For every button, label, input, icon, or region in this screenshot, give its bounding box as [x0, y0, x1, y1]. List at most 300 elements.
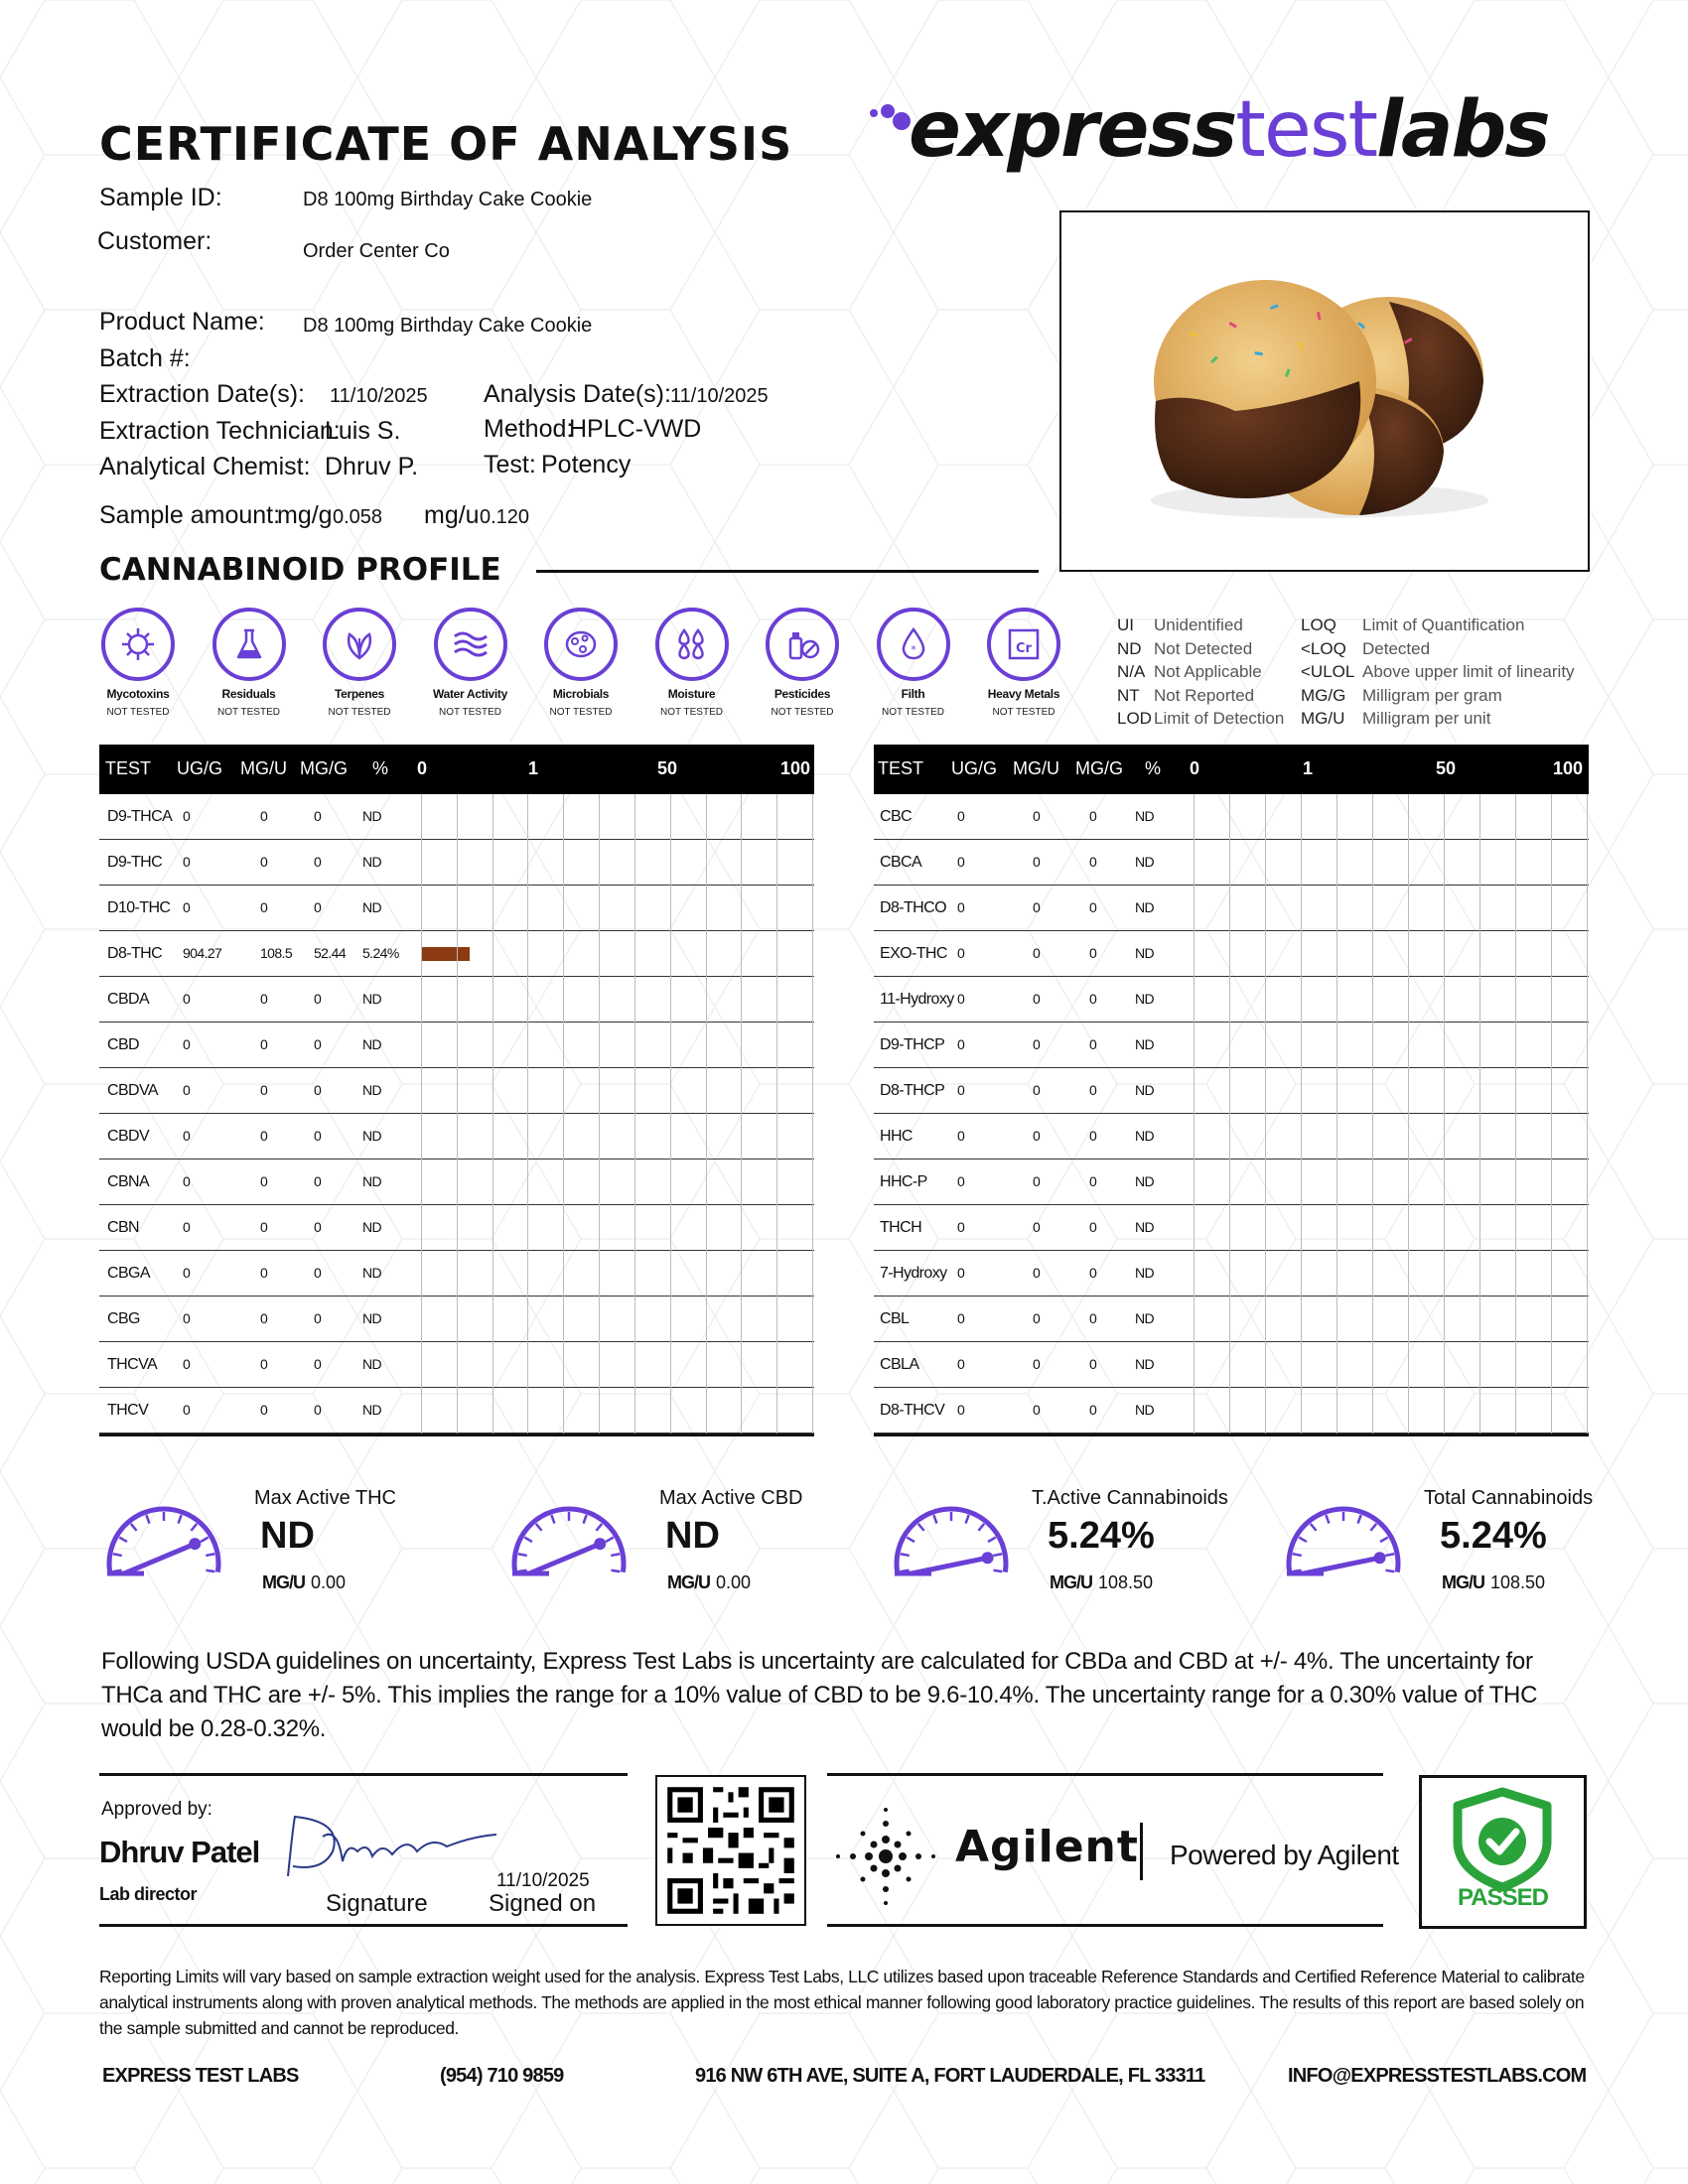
gauge-unit: MG/U 0.00 — [262, 1572, 347, 1592]
grid-line — [1479, 794, 1480, 1433]
cell-mgu: 0 — [260, 1036, 268, 1052]
cell-mgu: 0 — [260, 899, 268, 915]
table-row — [874, 886, 1589, 931]
cell-pct: ND — [362, 899, 382, 915]
approval-bottom-rule — [99, 1924, 628, 1927]
cell-ugg: 0 — [183, 1310, 191, 1326]
legend-code-text: LOD — [1117, 709, 1152, 728]
approved-by-label: Approved by: — [101, 1799, 212, 1820]
mycotoxin-icon — [118, 624, 158, 664]
test-name: Moisture — [667, 687, 716, 701]
gauge-max-active-cbd — [504, 1487, 882, 1606]
gauge-dial-icon — [887, 1499, 1016, 1608]
test-icon-ring — [323, 608, 396, 681]
cell-name: D10-THC — [107, 899, 171, 916]
customer-value: Order Center Co — [303, 240, 450, 262]
cell-name: CBC — [880, 808, 912, 825]
cell-mgu: 0 — [260, 1356, 268, 1372]
cell-ugg: 0 — [183, 1082, 191, 1098]
cell-pct: ND — [362, 854, 382, 870]
cell-mgu: 0 — [1033, 1402, 1041, 1418]
scale-tick-label: 100 — [1553, 758, 1584, 778]
grid-line — [706, 794, 707, 1433]
svg-text:*: * — [910, 643, 916, 656]
qr-code-icon — [657, 1777, 804, 1924]
test-moisture — [637, 608, 747, 718]
legend-code-text: MG/U — [1301, 709, 1345, 728]
cell-name: CBL — [880, 1310, 910, 1327]
signed-on-label: Signed on — [489, 1890, 597, 1917]
test-label: Test: — [484, 451, 536, 478]
cell-ugg: 0 — [957, 1310, 965, 1326]
cell-ugg: 0 — [957, 899, 965, 915]
partner-divider — [1140, 1823, 1143, 1880]
grid-line — [563, 794, 564, 1433]
cell-name: HHC — [880, 1128, 913, 1145]
cell-pct: ND — [362, 1173, 382, 1189]
spray-icon — [782, 624, 822, 664]
cell-pct: ND — [1135, 991, 1155, 1007]
cell-pct: 5.24% — [362, 945, 399, 961]
uncertainty-statement: Following USDA guidelines on uncertainty, Express Test Labs is uncertainty are calculated for CBDa and CBD at +/- 4%. The uncertainty for THCa and THC are +/- 5%. This implies the range for a 10% value of CBD to be 9.6-10.4%. The uncertainty range for a 0.30% value of THC would be 0.28-0.32%. — [101, 1648, 1538, 1742]
cell-mgg: 0 — [1089, 991, 1097, 1007]
sample-id-label: Sample ID: — [99, 184, 222, 211]
cell-mgu: 0 — [260, 808, 268, 824]
brand-word-test: test — [1235, 85, 1377, 175]
cell-ugg: 0 — [183, 1173, 191, 1189]
cell-pct: ND — [362, 1219, 382, 1235]
cell-mgg: 0 — [314, 1173, 322, 1189]
grid-line — [1515, 794, 1516, 1433]
cell-ugg: 0 — [957, 854, 965, 870]
cell-ugg: 0 — [957, 1128, 965, 1144]
grid-line — [527, 794, 528, 1433]
sample-id-value: D8 100mg Birthday Cake Cookie — [303, 189, 593, 210]
cell-name: CBGA — [107, 1265, 150, 1282]
cell-mgg: 0 — [314, 1356, 322, 1372]
cell-mgu: 0 — [1033, 1128, 1041, 1144]
grid-line — [741, 794, 742, 1433]
cell-mgg: 52.44 — [314, 945, 347, 961]
legend-description: Milligram per unit — [1362, 709, 1491, 728]
svg-text:Cr: Cr — [1016, 641, 1032, 656]
shield-check-icon — [1422, 1784, 1584, 1893]
grid-line — [421, 794, 422, 1433]
grid-line — [1265, 794, 1266, 1433]
legend-description: Not Detected — [1154, 638, 1253, 658]
cell-mgu: 0 — [1033, 1265, 1041, 1281]
table-row — [874, 931, 1589, 977]
grid-line — [670, 794, 671, 1433]
passed-label: PASSED — [1458, 1884, 1548, 1911]
test-microbials — [526, 608, 635, 718]
cell-mgu: 0 — [260, 1219, 268, 1235]
cell-pct: ND — [1135, 1265, 1155, 1281]
mgu-label: mg/u — [424, 501, 480, 529]
legend-description: Unidentified — [1154, 615, 1243, 634]
legend-code-text: LOQ — [1301, 615, 1336, 634]
test-heavy-metals — [969, 608, 1078, 718]
footer-company: EXPRESS TEST LABS — [102, 2065, 299, 2087]
test-name: Residuals — [221, 687, 276, 701]
brand-word-express: express — [909, 85, 1236, 175]
cell-name: CBDV — [107, 1128, 150, 1145]
cell-mgg: 0 — [1089, 1402, 1097, 1418]
approver-role: Lab director — [99, 1884, 198, 1904]
cell-mgu: 0 — [1033, 899, 1041, 915]
test-mycotoxins — [83, 608, 193, 718]
cell-mgg: 0 — [1089, 1265, 1097, 1281]
gauge-unit-value: 108.50 — [1098, 1572, 1154, 1592]
signature-scribble — [283, 1807, 521, 1886]
cell-pct: ND — [1135, 854, 1155, 870]
result-bar — [421, 947, 470, 961]
grid-line — [1408, 794, 1409, 1433]
cell-pct: ND — [362, 1036, 382, 1052]
cell-ugg: 0 — [957, 1082, 965, 1098]
test-water-activity — [416, 608, 525, 718]
test-name: Pesticides — [774, 687, 831, 701]
grid-line — [1301, 794, 1302, 1433]
cell-name: 7-Hydroxy — [880, 1265, 947, 1282]
legend-description: Limit of Detection — [1154, 709, 1285, 728]
cell-name: D8-THCV — [880, 1402, 945, 1419]
cell-ugg: 0 — [957, 1219, 965, 1235]
cell-mgu: 0 — [260, 1310, 268, 1326]
cell-name: D9-THCA — [107, 808, 173, 825]
legend-code-text: NT — [1117, 685, 1140, 705]
cell-mgu: 0 — [1033, 854, 1041, 870]
cell-mgg: 0 — [1089, 945, 1097, 961]
extraction-date-label: Extraction Date(s): — [99, 380, 306, 408]
test-name: Microbials — [552, 687, 610, 701]
cell-mgg: 0 — [314, 991, 322, 1007]
cell-name: D9-THCP — [880, 1036, 945, 1053]
cell-mgg: 0 — [314, 808, 322, 824]
analysis-date-label: Analysis Date(s): — [484, 380, 671, 408]
cell-name: D8-THCP — [880, 1082, 945, 1099]
gauge-total-cannabinoids — [1279, 1487, 1656, 1606]
cell-mgg: 0 — [314, 1128, 322, 1144]
test-name: Filth — [901, 687, 925, 701]
test-status: NOT TESTED — [992, 707, 1055, 718]
cell-name: EXO-THC — [880, 945, 947, 962]
powered-by-text: Powered by Agilent — [1170, 1840, 1399, 1870]
cell-pct: ND — [362, 1402, 382, 1418]
cell-pct: ND — [1135, 1219, 1155, 1235]
drop-icon — [894, 624, 933, 664]
cell-mgu: 0 — [260, 1082, 268, 1098]
footer-phone[interactable]: (954) 710 9859 — [440, 2065, 564, 2087]
cell-pct: ND — [1135, 808, 1155, 824]
gauge-label: Max Active CBD — [659, 1487, 803, 1509]
test-name: Water Activity — [433, 687, 507, 701]
cell-ugg: 0 — [957, 945, 965, 961]
cell-pct: ND — [362, 1082, 382, 1098]
grid-line — [1372, 794, 1373, 1433]
legend-code — [1117, 709, 1152, 729]
cell-mgu: 0 — [1033, 1310, 1041, 1326]
test-icon-ring — [655, 608, 729, 681]
gauge-max-active-thc — [99, 1487, 477, 1606]
signed-date: 11/10/2025 — [496, 1870, 590, 1891]
scale-tick-label: 100 — [780, 758, 811, 778]
grid-line — [634, 794, 635, 1433]
cell-pct: ND — [362, 1265, 382, 1281]
signature-label: Signature — [326, 1890, 428, 1917]
cell-name: CBG — [107, 1310, 140, 1327]
cell-name: 11-Hydroxy — [880, 991, 954, 1008]
section-divider — [536, 570, 1039, 573]
legend-code — [1301, 686, 1345, 706]
method-value: HPLC-VWD — [569, 415, 702, 443]
technician-label: Extraction Technician: — [99, 417, 341, 445]
product-name-label: Product Name: — [99, 308, 265, 336]
gauge-unit-value: 0.00 — [311, 1572, 347, 1592]
cell-mgg: 0 — [1089, 808, 1097, 824]
test-name: Heavy Metals — [987, 687, 1060, 701]
cell-ugg: 904.27 — [183, 945, 222, 961]
cell-mgg: 0 — [314, 1402, 322, 1418]
qr-code[interactable] — [655, 1775, 806, 1926]
cell-name: D8-THC — [107, 945, 163, 962]
gauge-value: 5.24% — [1048, 1515, 1155, 1557]
test-pesticides — [748, 608, 857, 718]
cell-mgg: 0 — [314, 1036, 322, 1052]
scale-tick-label: 0 — [1190, 758, 1200, 778]
test-status: NOT TESTED — [882, 707, 944, 718]
grid-line — [1194, 794, 1195, 1433]
cell-pct: ND — [1135, 1356, 1155, 1372]
cell-mgu: 0 — [260, 854, 268, 870]
customer-label: Customer: — [97, 227, 212, 255]
method-label: Method: — [484, 415, 574, 443]
legend-code — [1301, 639, 1346, 659]
table-row — [874, 1160, 1589, 1205]
legend-code-text: <LOQ — [1301, 638, 1346, 658]
cell-name: THCV — [107, 1402, 149, 1419]
cell-pct: ND — [1135, 1082, 1155, 1098]
test-icon-ring — [877, 608, 950, 681]
legend-code-text: <ULOL — [1301, 662, 1355, 681]
scale-tick-label: 1 — [1303, 758, 1314, 778]
cell-mgg: 0 — [314, 854, 322, 870]
cell-ugg: 0 — [183, 1036, 191, 1052]
scale-tick-label: 0 — [417, 758, 428, 778]
cell-mgg: 0 — [314, 1082, 322, 1098]
cell-mgu: 0 — [1033, 991, 1041, 1007]
test-status: NOT TESTED — [771, 707, 834, 718]
header-mgg: MG/G — [300, 758, 348, 778]
cell-name: CBNA — [107, 1173, 150, 1190]
cell-pct: ND — [362, 1128, 382, 1144]
gauge-value: ND — [260, 1515, 315, 1557]
table-row — [874, 1388, 1589, 1433]
cell-mgu: 108.5 — [260, 945, 293, 961]
test-icon-ring — [766, 608, 839, 681]
cell-mgu: 0 — [1033, 1036, 1041, 1052]
test-value: Potency — [541, 451, 632, 478]
header-pct: % — [372, 758, 389, 778]
table-row — [874, 1342, 1589, 1388]
cell-ugg: 0 — [183, 1219, 191, 1235]
legend-description: Limit of Quantification — [1362, 615, 1525, 634]
agilent-spark-icon — [824, 1802, 947, 1911]
legend-code-text: ND — [1117, 638, 1142, 658]
test-status: NOT TESTED — [439, 707, 501, 718]
table-row — [874, 794, 1589, 840]
cell-mgg: 0 — [1089, 899, 1097, 915]
cell-pct: ND — [362, 808, 382, 824]
legend-code-text: N/A — [1117, 662, 1146, 681]
sample-amount-label: Sample amount: — [99, 501, 281, 529]
gauge-unit: MG/U 0.00 — [667, 1572, 752, 1592]
cell-pct: ND — [1135, 899, 1155, 915]
table-row — [874, 977, 1589, 1023]
scale-tick-label: 1 — [528, 758, 539, 778]
cell-ugg: 0 — [183, 1128, 191, 1144]
legend-description: Not Reported — [1154, 685, 1255, 705]
cell-mgu: 0 — [260, 991, 268, 1007]
mgu-value: 0.120 — [480, 506, 530, 528]
cell-mgg: 0 — [1089, 1082, 1097, 1098]
cell-mgu: 0 — [1033, 1082, 1041, 1098]
header-mgg: MG/G — [1075, 758, 1123, 778]
test-icon-ring — [544, 608, 618, 681]
table-row — [874, 1251, 1589, 1297]
table-row — [874, 1068, 1589, 1114]
cell-pct: ND — [1135, 1173, 1155, 1189]
leaf-icon — [340, 624, 379, 664]
gauge-dial-icon — [1279, 1499, 1408, 1608]
test-status: NOT TESTED — [549, 707, 613, 718]
cell-name: THCVA — [107, 1356, 158, 1373]
header-ugg: UG/G — [177, 758, 223, 778]
legend-description: Above upper limit of linearity — [1362, 662, 1575, 681]
header-ugg: UG/G — [951, 758, 998, 778]
table-row — [874, 1023, 1589, 1068]
cell-name: CBLA — [880, 1356, 919, 1373]
table-row — [874, 1297, 1589, 1342]
cell-name: CBDVA — [107, 1082, 158, 1099]
brand-logo — [869, 85, 1549, 175]
header-mgu: MG/U — [240, 758, 287, 778]
cell-ugg: 0 — [957, 991, 965, 1007]
mgg-value: 0.058 — [333, 506, 383, 528]
partner-bottom-rule — [827, 1924, 1383, 1927]
grid-line — [812, 794, 813, 1433]
test-filth — [859, 608, 968, 718]
microbe-icon — [561, 624, 601, 664]
cell-pct: ND — [1135, 1036, 1155, 1052]
cell-mgg: 0 — [1089, 854, 1097, 870]
analysis-date-value: 11/10/2025 — [670, 385, 769, 407]
gauge-label: Total Cannabinoids — [1424, 1487, 1594, 1509]
droplets-icon — [672, 624, 712, 664]
legend-code-text: UI — [1117, 615, 1134, 634]
legend-code — [1117, 662, 1145, 682]
cell-ugg: 0 — [183, 1356, 191, 1372]
product-name-value: D8 100mg Birthday Cake Cookie — [303, 315, 593, 337]
cell-mgu: 0 — [1033, 1219, 1041, 1235]
cell-mgu: 0 — [260, 1402, 268, 1418]
reporting-disclaimer: Reporting Limits will vary based on sample extraction weight used for the analysis. Express Test Labs, LLC utilizes based upon traceable Reference Standards and Certified Reference Material to calibrate analytical instruments along with proven analytical methods. The methods are applied in the most ethical manner following good laboratory practice guidelines. The results of this report are based solely on the sample submitted and cannot be reproduced. — [99, 1967, 1585, 2038]
chromium-icon — [1004, 624, 1044, 664]
cell-mgg: 0 — [314, 1310, 322, 1326]
gauge-unit: MG/U 108.50 — [1442, 1572, 1546, 1592]
legend-code — [1117, 615, 1134, 635]
footer-email[interactable]: INFO@EXPRESSTESTLABS.COM — [1288, 2065, 1587, 2087]
scale-tick-label: 50 — [1436, 758, 1457, 778]
cell-mgg: 0 — [1089, 1173, 1097, 1189]
water-icon — [451, 624, 491, 664]
chemist-value: Dhruv P. — [325, 453, 419, 480]
gauge-unit: MG/U 108.50 — [1050, 1572, 1154, 1592]
cell-pct: ND — [1135, 1128, 1155, 1144]
cell-name: HHC-P — [880, 1173, 927, 1190]
gauge-label: Max Active THC — [254, 1487, 396, 1509]
cell-name: D8-THCO — [880, 899, 946, 916]
cell-mgu: 0 — [1033, 945, 1041, 961]
cell-pct: ND — [1135, 1402, 1155, 1418]
cell-pct: ND — [362, 991, 382, 1007]
cookie-image — [1061, 212, 1588, 570]
grid-line — [457, 794, 458, 1433]
approval-top-rule — [99, 1773, 628, 1776]
flask-icon — [229, 624, 269, 664]
gauge-dial-icon — [504, 1499, 633, 1608]
legend-code — [1117, 639, 1142, 659]
cell-ugg: 0 — [957, 1173, 965, 1189]
table-row — [874, 1205, 1589, 1251]
header-test: TEST — [105, 758, 152, 778]
test-name: Mycotoxins — [106, 687, 170, 701]
test-icon-ring — [434, 608, 507, 681]
scale-tick-label: 50 — [657, 758, 678, 778]
test-status: NOT TESTED — [328, 707, 391, 718]
gauge-t-active-cannabinoids — [887, 1487, 1264, 1606]
header-pct: % — [1145, 758, 1162, 778]
header-mgu: MG/U — [1013, 758, 1059, 778]
legend-code — [1301, 662, 1354, 682]
table-header — [99, 745, 814, 794]
footer-address: 916 NW 6TH AVE, SUITE A, FORT LAUDERDALE, FL 33311 — [695, 2065, 1205, 2087]
gauge-unit-value: 0.00 — [716, 1572, 752, 1592]
cell-name: THCH — [880, 1219, 922, 1236]
cell-name: CBN — [107, 1219, 139, 1236]
cell-ugg: 0 — [183, 991, 191, 1007]
gauge-value: 5.24% — [1440, 1515, 1547, 1557]
extraction-date-value: 11/10/2025 — [330, 385, 428, 407]
test-status: NOT TESTED — [106, 707, 170, 718]
cell-mgu: 0 — [1033, 808, 1041, 824]
gauge-dial-icon — [99, 1499, 228, 1608]
cell-name: CBDA — [107, 991, 150, 1008]
cell-pct: ND — [362, 1356, 382, 1372]
brand-word-labs: labs — [1376, 85, 1549, 175]
test-icon-ring — [987, 608, 1060, 681]
cell-name: CBCA — [880, 854, 922, 871]
mgg-label: mg/g — [277, 501, 333, 529]
gauge-unit-value: 108.50 — [1490, 1572, 1546, 1592]
cell-ugg: 0 — [183, 1402, 191, 1418]
grid-line — [492, 794, 493, 1433]
test-icon-ring — [101, 608, 175, 681]
legend-code-text: MG/G — [1301, 685, 1346, 705]
grid-line — [1551, 794, 1552, 1433]
cannabinoid-table-right — [874, 745, 1589, 1436]
cell-ugg: 0 — [183, 808, 191, 824]
